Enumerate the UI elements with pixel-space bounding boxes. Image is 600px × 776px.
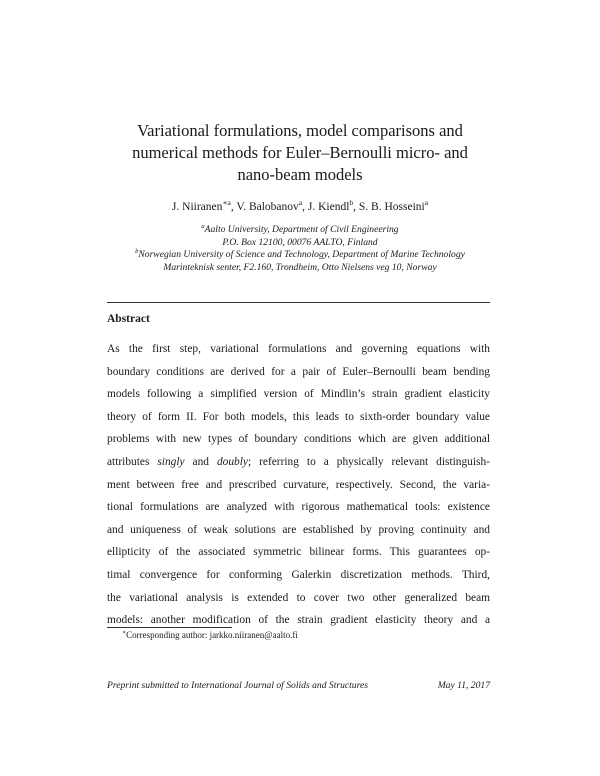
author-separator: , bbox=[230, 200, 237, 213]
term-doubly: doubly bbox=[216, 455, 248, 468]
abstract-line: boundary conditions are derived for a pair of Euler–Bernoulli beam bending bbox=[107, 365, 490, 378]
affiliation-line: Marinteknisk senter, F2.160, Trondheim, Otto Nielsens veg 10, Norway bbox=[163, 261, 437, 273]
abstract-line: ment between free and prescribed curvature, respectively. Second, the varia- bbox=[107, 478, 490, 491]
abstract-line: theory of form II. For both models, this leads to sixth-order boundary value bbox=[107, 410, 490, 423]
abstract-text: ; referring to a physically relevant distinguish- bbox=[247, 455, 490, 468]
affiliation-line: P.O. Box 12100, 00076 AALTO, Finland bbox=[222, 236, 378, 248]
footnote bbox=[122, 629, 298, 640]
abstract-line: models: another modification of the strain gradient elasticity theory and a bbox=[107, 614, 490, 627]
affiliation-a bbox=[60, 221, 540, 249]
affiliation-mark: a bbox=[201, 223, 205, 230]
abstract-line: and uniqueness of weak solutions are established by proving continuity and bbox=[107, 523, 490, 536]
abstract-line: the variational analysis is extended to cover two other generalized beam bbox=[107, 591, 490, 604]
affiliation-text: Aalto University, Department of Civil Engineering bbox=[204, 224, 399, 236]
affiliation-b bbox=[60, 246, 540, 274]
author-separator: , bbox=[302, 200, 308, 213]
author-name: S. B. Hosseini bbox=[358, 200, 425, 213]
author-name: J. Kiendl bbox=[307, 200, 350, 213]
term-singly: singly bbox=[157, 455, 185, 468]
abstract-line: models following a simplified version of Mindlin’s strain gradient elasticity bbox=[107, 388, 490, 401]
footnote-text: Corresponding author: jarkko.niiranen@aalto.fi bbox=[126, 630, 298, 640]
affiliation-text: Norwegian University of Science and Technology, Department of Marine Technology bbox=[138, 249, 465, 261]
author-affil-mark: a bbox=[424, 198, 429, 207]
author-list bbox=[80, 198, 520, 213]
paper-title bbox=[100, 120, 500, 186]
author-affil-mark: ∗a bbox=[222, 198, 231, 207]
abstract-line: As the first step, variational formulations and governing equations with bbox=[107, 343, 490, 355]
title-line: Variational formulations, model comparisons and bbox=[137, 121, 463, 140]
abstract-line: problems with new types of boundary conditions which are given additional bbox=[107, 433, 490, 446]
abstract-text: and bbox=[184, 455, 217, 468]
affiliation-mark: b bbox=[135, 248, 139, 255]
footnote-divider bbox=[107, 627, 232, 628]
abstract-line: ellipticity of the associated symmetric bilinear forms. This guarantees op- bbox=[107, 546, 490, 559]
author-name: J. Niiranen bbox=[171, 200, 223, 213]
top-divider bbox=[107, 302, 490, 303]
abstract-line: timal convergence for conforming Galerkin discretization methods. Third, bbox=[107, 568, 490, 581]
footnote-mark: ∗ bbox=[122, 630, 127, 636]
author-separator: , bbox=[353, 200, 359, 213]
author-affil-mark: a bbox=[298, 198, 303, 207]
title-line: nano-beam models bbox=[237, 165, 363, 184]
preprint-date: May 11, 2017 bbox=[437, 680, 490, 691]
title-line: numerical methods for Euler–Bernoulli micro- and bbox=[132, 143, 468, 162]
author-name: V. Balobanov bbox=[236, 200, 299, 213]
abstract-text: attributes bbox=[107, 455, 158, 468]
author-affil-mark: b bbox=[349, 198, 354, 207]
abstract-body bbox=[107, 338, 490, 632]
abstract-line: tional formulations are analyzed with rigorous mathematical tools: existence bbox=[107, 501, 490, 514]
affiliation-line bbox=[60, 221, 540, 237]
affiliation-line bbox=[60, 246, 540, 262]
abstract-heading: Abstract bbox=[107, 313, 150, 325]
abstract-line-emphasis bbox=[107, 451, 490, 474]
preprint-notice: Preprint submitted to International Journal of Solids and Structures bbox=[107, 680, 368, 691]
